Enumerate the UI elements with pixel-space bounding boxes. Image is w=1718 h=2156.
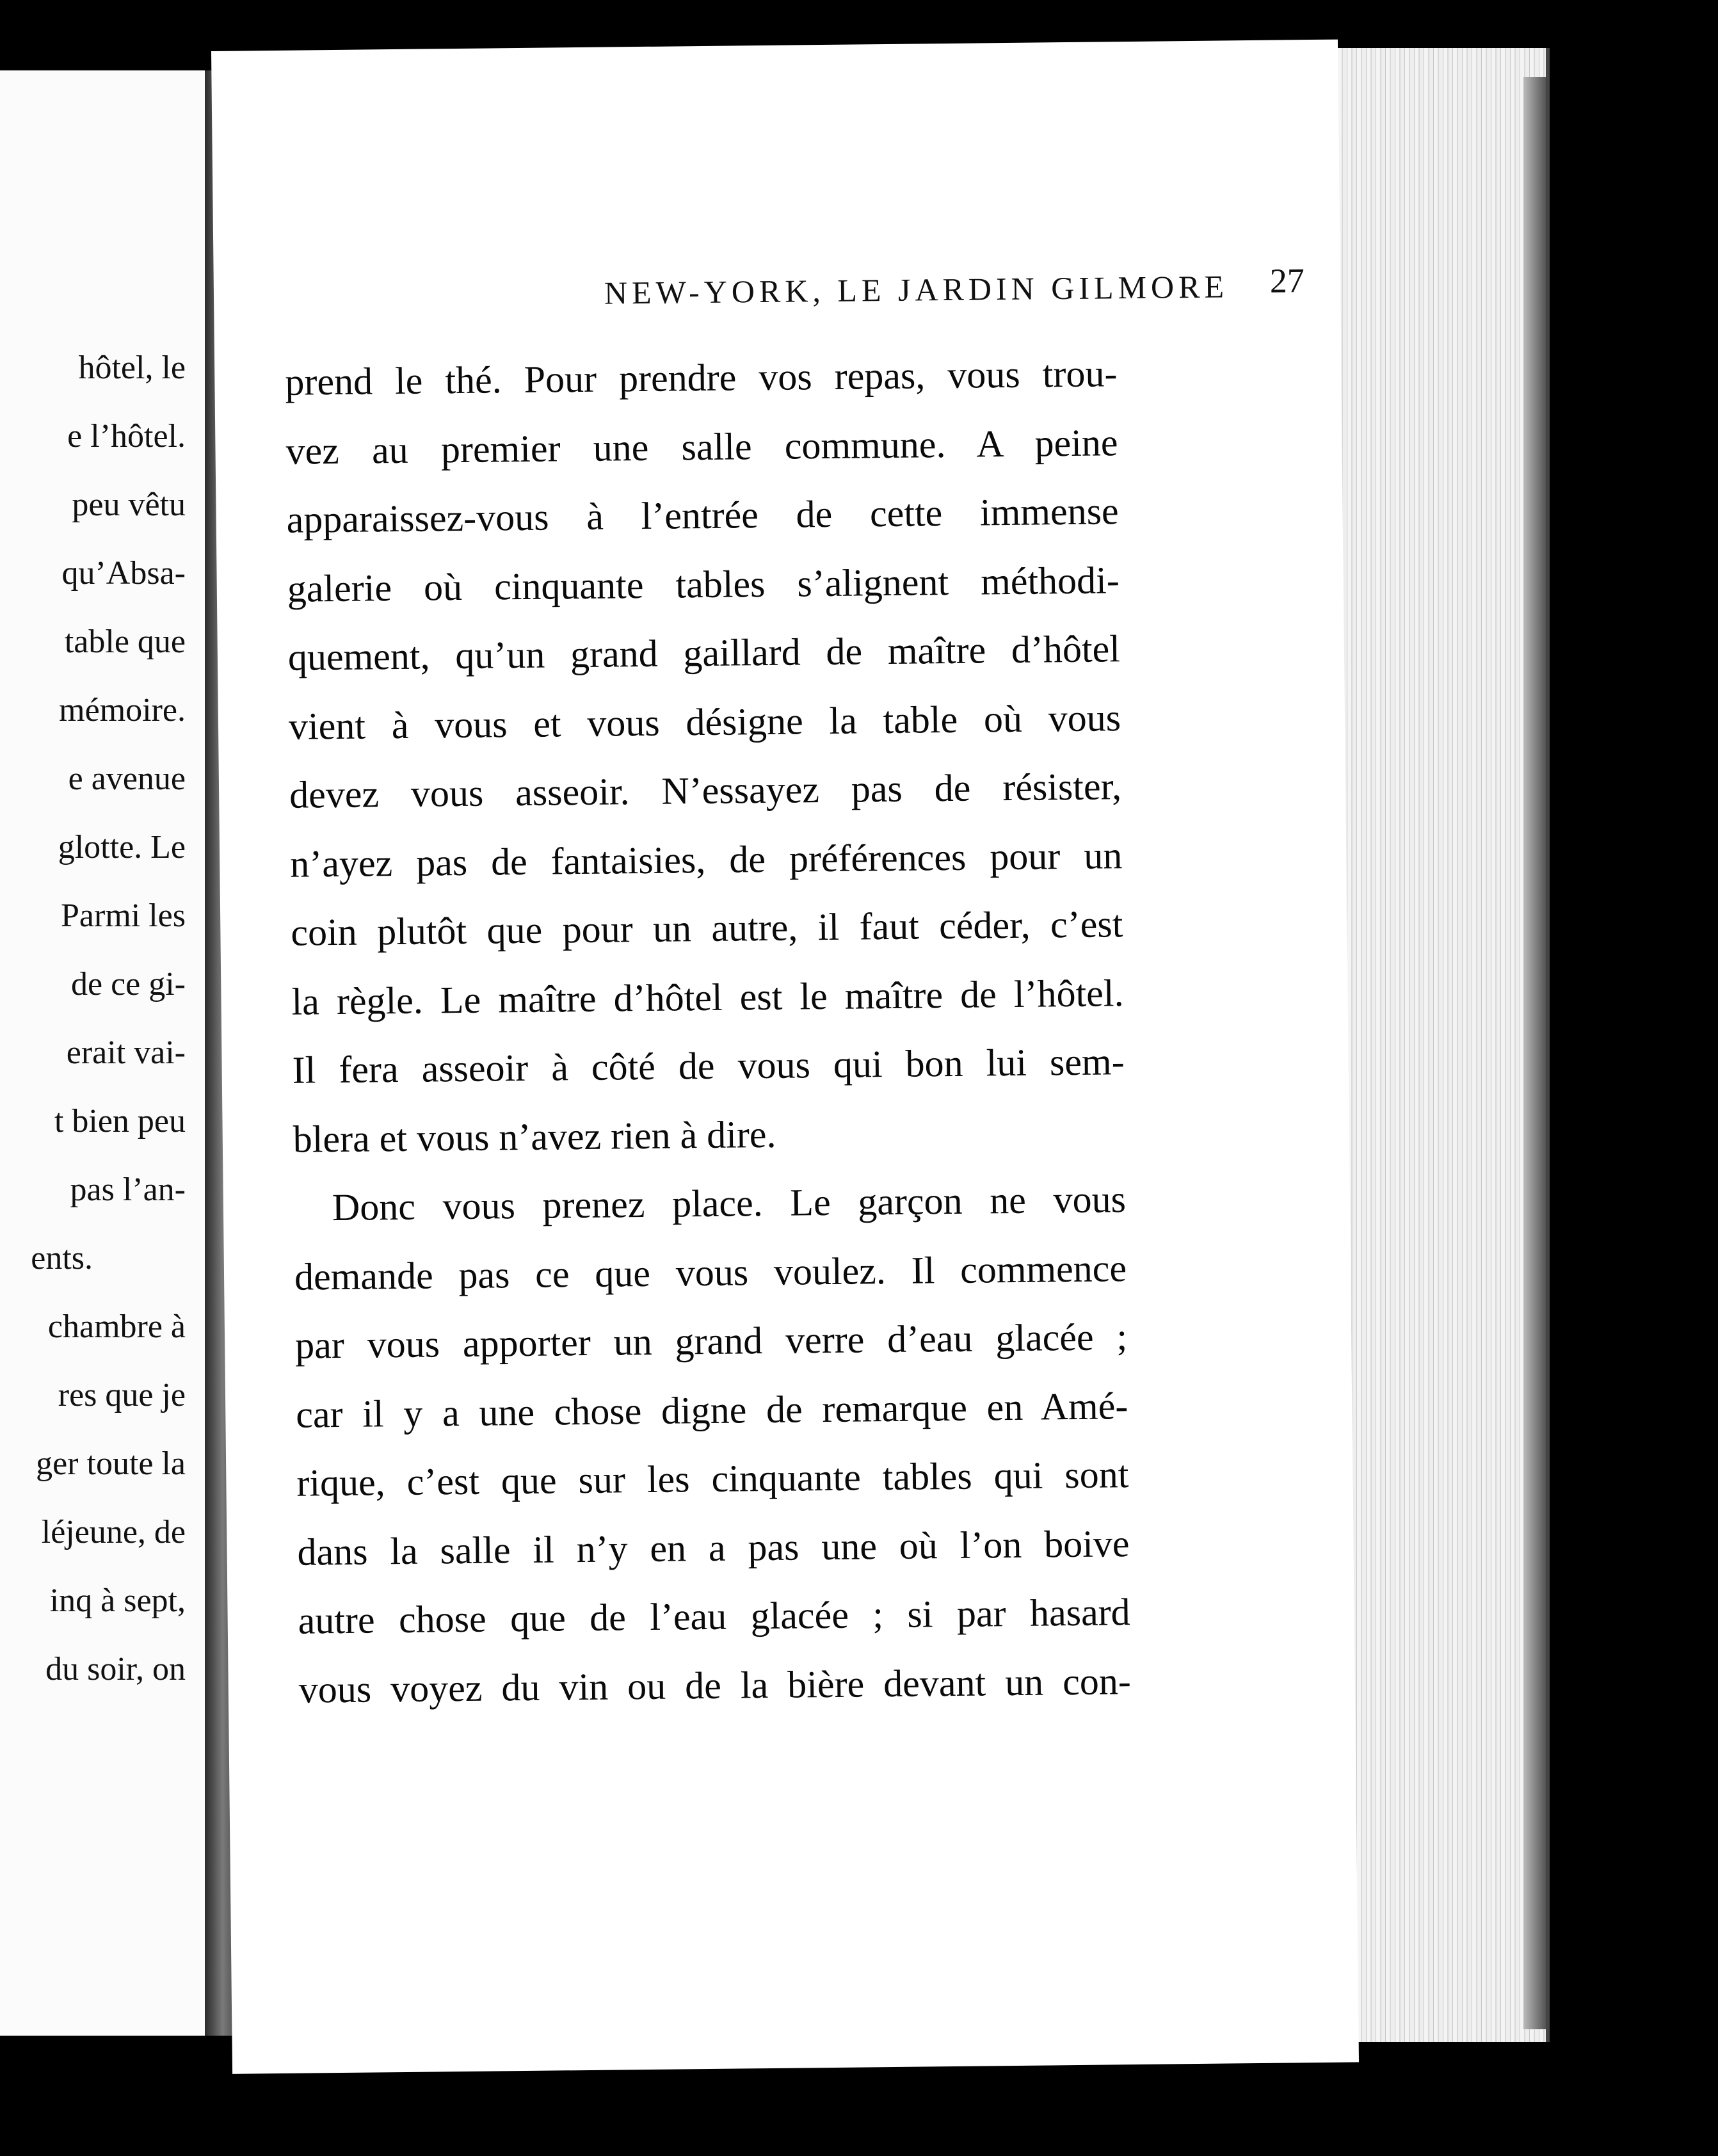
left-page-line: ents. — [31, 1240, 93, 1276]
left-page-line: e l’hôtel. — [67, 418, 186, 455]
left-page-line: t bien peu — [54, 1103, 186, 1139]
text-line: blera et vous n’avez rien à dire. — [293, 1113, 776, 1161]
body-text — [285, 339, 1131, 1724]
page-edges-shadow — [1523, 77, 1546, 2029]
left-page-line: res que je — [58, 1377, 186, 1413]
left-page-line: peu vêtu — [72, 487, 186, 523]
text-line: quement, qu’un grand gaillard de maître d’hôtel — [287, 627, 1121, 679]
text-line: devez vous asseoir. N’essayez pas de résister, — [289, 765, 1122, 816]
text-line: Donc vous prenez place. Le garçon ne vous — [332, 1178, 1127, 1229]
text-line: n’ayez pas de fantaisies, de préférences pour un — [289, 833, 1123, 885]
running-head — [393, 261, 1305, 311]
left-page-line: léjeune, de — [41, 1514, 186, 1550]
page-edges — [1328, 48, 1550, 2042]
running-head-title: NEW-YORK, LE JARDIN GILMORE — [604, 268, 1229, 311]
left-page-line: e avenue — [68, 760, 186, 797]
text-line: coin plutôt que pour un autre, il faut céder, c’est — [291, 903, 1123, 954]
left-page-line: du soir, on — [45, 1651, 186, 1687]
facing-page-left — [0, 70, 205, 2036]
left-page-line: ger toute la — [36, 1445, 186, 1482]
text-line: galerie où cinquante tables s’alignent méthodi- — [287, 558, 1120, 610]
text-line: autre chose que de l’eau glacée ; si par hasard — [298, 1591, 1130, 1642]
text-line: dans la salle il n’y en a pas une où l’on boive — [297, 1522, 1130, 1573]
text-line: rique, c’est que sur les cinquante tables qui sont — [296, 1453, 1129, 1504]
text-line: car il y a une chose digne de remarque en Amé- — [295, 1384, 1128, 1436]
text-line: Il fera asseoir à côté de vous qui bon lui sem- — [292, 1040, 1125, 1091]
left-page-line: erait vai- — [66, 1034, 186, 1071]
text-line: vez au premier une salle commune. A peine — [285, 421, 1118, 472]
text-line: vous voyez du vin ou de la bière devant un con- — [298, 1659, 1132, 1711]
text-line: apparaissez-vous à l’entrée de cette immense — [286, 490, 1119, 541]
text-line: par vous apporter un grand verre d’eau glacée ; — [294, 1315, 1128, 1367]
left-page-line: table que — [64, 623, 186, 660]
left-page-line: chambre à — [47, 1308, 186, 1345]
left-page-line: qu’Absa- — [61, 555, 186, 591]
left-page-line: inq à sept, — [49, 1582, 186, 1619]
text-line: la règle. Le maître d’hôtel est le maître de l’hôtel. — [291, 971, 1124, 1023]
left-page-line: hôtel, le — [78, 350, 186, 386]
left-page-line: glotte. Le — [58, 829, 186, 865]
text-line: prend le thé. Pour prendre vos repas, vous trou- — [285, 352, 1118, 403]
left-page-line: de ce gi- — [70, 966, 186, 1002]
text-line: vient à vous et vous désigne la table où vous — [288, 696, 1121, 748]
page-number: 27 — [1269, 261, 1305, 300]
page-right — [211, 40, 1359, 2074]
left-page-line: pas l’an- — [70, 1171, 186, 1208]
left-page-line: Parmi les — [61, 897, 186, 934]
text-line: demande pas ce que vous voulez. Il commence — [294, 1246, 1127, 1298]
left-page-line: mémoire. — [59, 692, 186, 728]
